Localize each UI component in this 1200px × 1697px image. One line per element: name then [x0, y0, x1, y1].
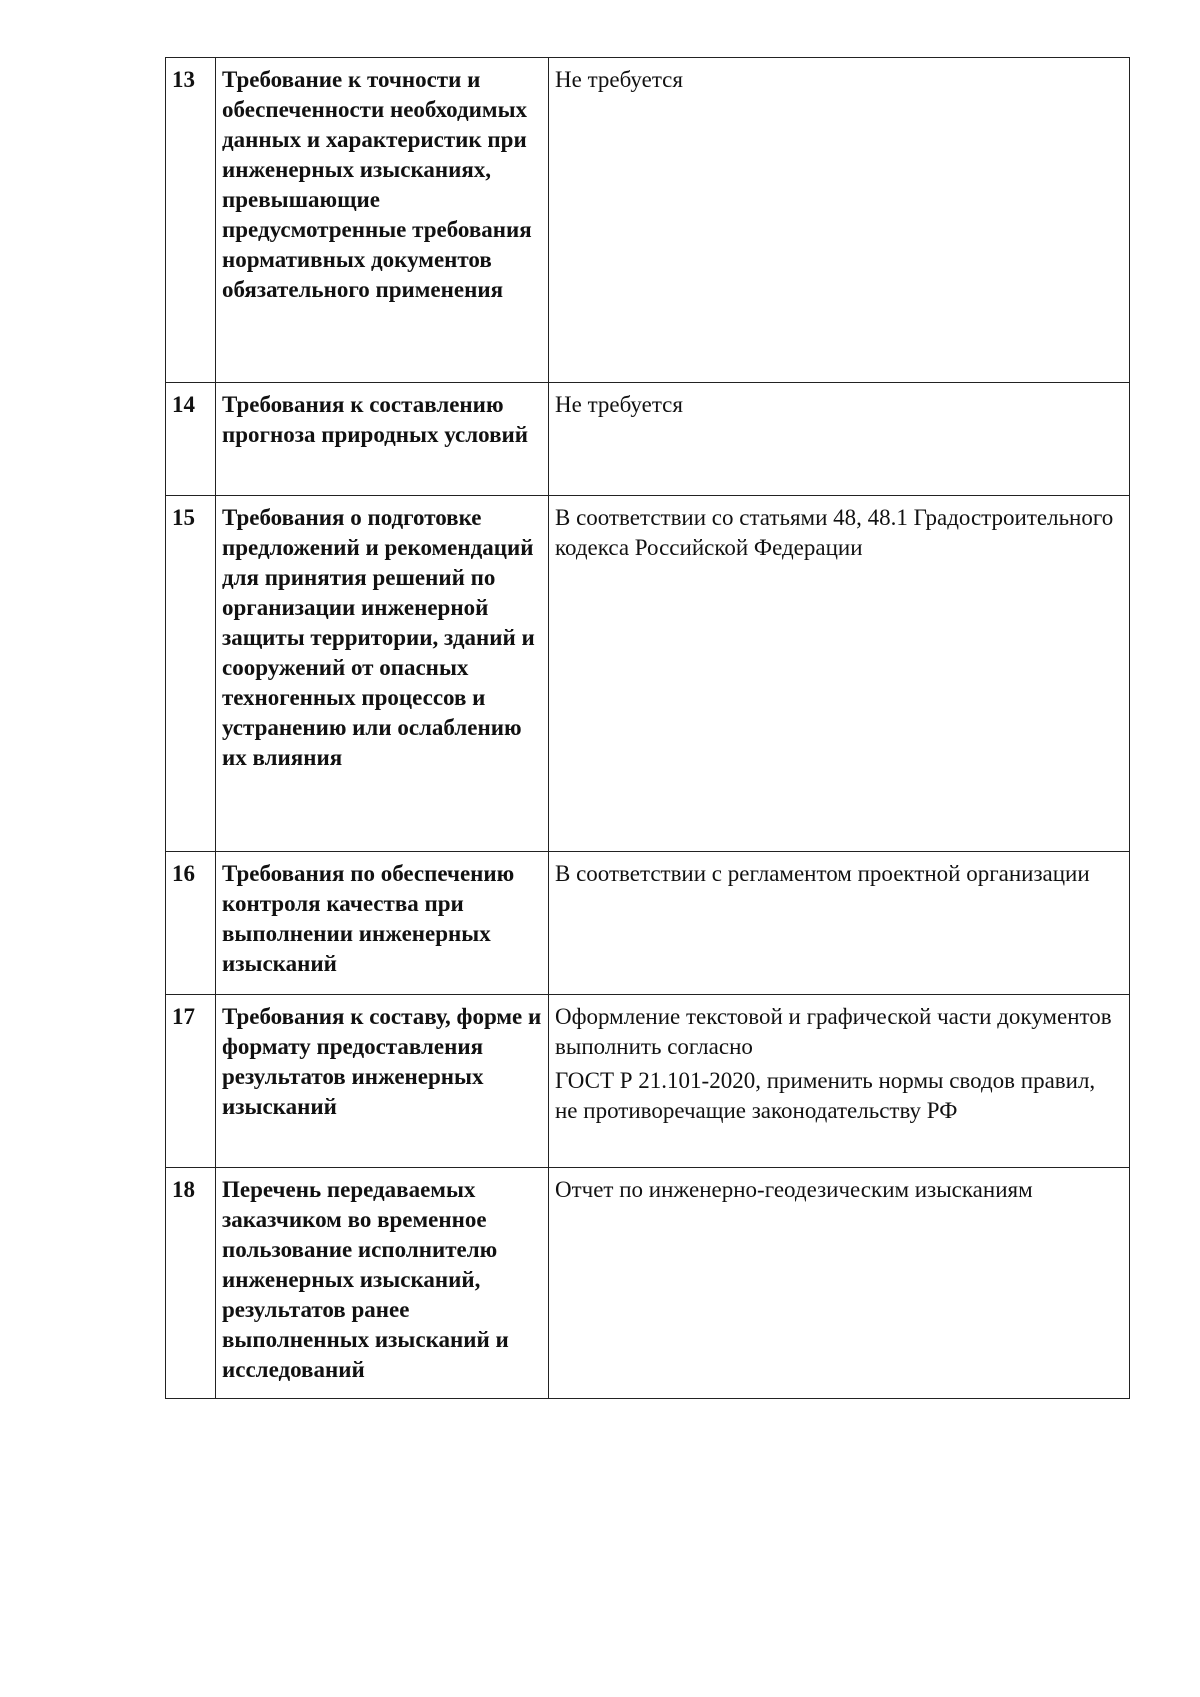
requirement-value	[549, 58, 1130, 383]
row-number: 18	[166, 1168, 216, 1399]
table-row	[166, 383, 1130, 496]
value-text: Не требуется	[555, 392, 683, 417]
value-text: В соответствии с регламентом проектной организации	[555, 861, 1090, 886]
requirement-name: Требования к составлению прогноза природных условий	[216, 383, 549, 496]
requirement-value	[549, 383, 1130, 496]
table-row	[166, 1168, 1130, 1399]
table-row	[166, 58, 1130, 383]
table-row	[166, 995, 1130, 1168]
requirement-value	[549, 496, 1130, 852]
table-row	[166, 852, 1130, 995]
table-row	[166, 496, 1130, 852]
value-text: Не требуется	[555, 67, 683, 92]
requirement-name: Перечень передаваемых заказчиком во временное пользование исполнителю инженерных изысканий, результатов ранее выполненных изысканий и исследований	[216, 1168, 549, 1399]
requirement-value	[549, 995, 1130, 1168]
row-number: 13	[166, 58, 216, 383]
value-text: Оформление текстовой и графической части документов выполнить согласно	[555, 1004, 1112, 1059]
requirement-name: Требование к точности и обеспеченности необходимых данных и характеристик при инженерных изысканиях, превышающие предусмотренные требования нормативных документов обязательного применения	[216, 58, 549, 383]
requirements-table	[165, 57, 1130, 1399]
row-number: 15	[166, 496, 216, 852]
requirement-name: Требования к составу, форме и формату предоставления результатов инженерных изысканий	[216, 995, 549, 1168]
row-number: 17	[166, 995, 216, 1168]
requirement-name: Требования по обеспечению контроля качества при выполнении инженерных изысканий	[216, 852, 549, 995]
row-number: 16	[166, 852, 216, 995]
requirement-name: Требования о подготовке предложений и рекомендаций для принятия решений по организации инженерной защиты территории, зданий и сооружений от опасных техногенных процессов и устранению или ослаблению их влияния	[216, 496, 549, 852]
value-text: ГОСТ Р 21.101-2020, применить нормы сводов правил, не противоречащие законодательству РФ	[555, 1068, 1096, 1123]
requirement-value	[549, 1168, 1130, 1399]
row-number: 14	[166, 383, 216, 496]
value-text: В соответствии со статьями 48, 48.1 Градостроительного кодекса Российской Федерации	[555, 505, 1114, 560]
requirement-value	[549, 852, 1130, 995]
value-text: Отчет по инженерно-геодезическим изысканиям	[555, 1177, 1033, 1202]
